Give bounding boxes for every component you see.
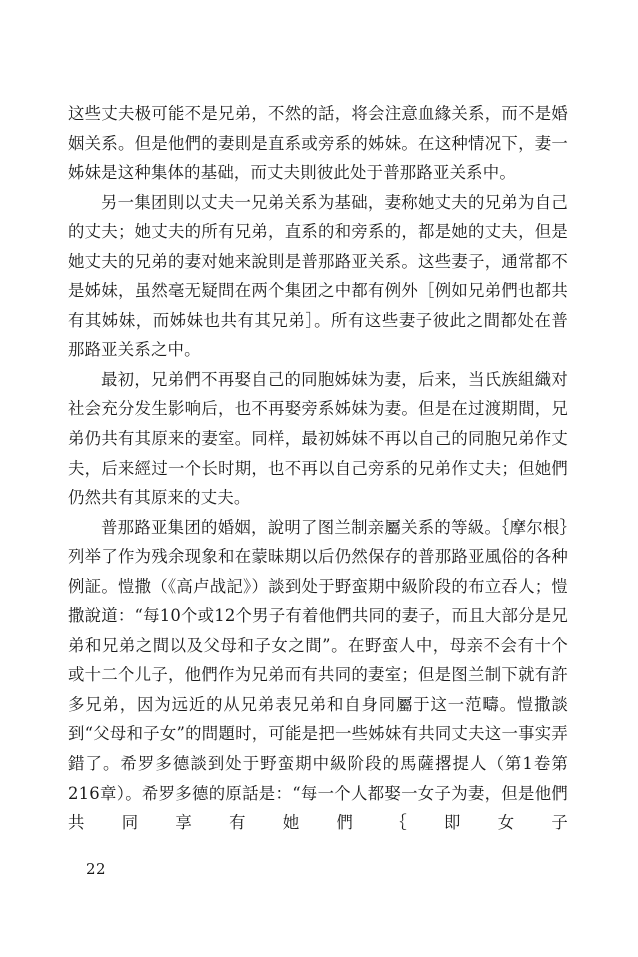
paragraph-4: 普那路亚集团的婚姻，說明了图兰制亲屬关系的等級。｛摩尔根｝列举了作为残余现象和在蒙昧期以后仍然保存的普那路亚風俗的各种例証。愷撒（《高卢战記》）談到处于野蛮期中級阶段的布立吞人；愷撒說道：“每10个或12个男子有着他們共同的妻子，而且大部分是兄弟和兄弟之間以及父母和子女之間”。在野蛮人中，母亲不会有十个或十二个儿子，他們作为兄弟而有共同的妻室；但是图兰制下就有許多兄弟，因为远近的从兄弟表兄弟和自身同屬于这一范疇。愷撒談到“父母和子女”的問題时，可能是把一些姊妹有共同丈夫这一事实弄錯了。希罗多德談到处于野蛮期中級阶段的馬薩撂提人（第1卷第216章）。希罗多德的原話是：“每一个人都娶一女子为妻，但是他們共同享有她們｛即女子	[68, 517, 568, 833]
page-number: 22	[86, 860, 107, 878]
paragraph-3: 最初，兄弟們不再娶自己的同胞姊妹为妻，后来，当氏族組織对社会充分发生影响后，也不再娶旁系姊妹为妻。但是在过渡期間，兄弟仍共有其原来的妻室。同样，最初姊妹不再以自己的同胞兄弟作丈夫，后来經过一个长时期，也不再以自己旁系的兄弟作丈夫；但她們仍然共有其原来的丈夫。	[68, 369, 568, 508]
body-text	[68, 99, 568, 838]
paragraph-2: 另一集团則以丈夫一兄弟关系为基础，妻称她丈夫的兄弟为自己的丈夫；她丈夫的所有兄弟，直系的和旁系的，都是她的丈夫，但是她丈夫的兄弟的妻对她来說則是普那路亚关系。这些妻子，通常都不是姊妹，虽然毫无疑問在两个集团之中都有例外［例如兄弟們也都共有其姊妹，而姊妹也共有其兄弟］。所有这些妻子彼此之間都处在普那路亚关系之中。	[68, 192, 568, 360]
paragraph-1: 这些丈夫极可能不是兄弟，不然的話，将会注意血緣关系，而不是婚姻关系。但是他們的妻則是直系或旁系的姊妹。在这种情况下，妻一姊妹是这种集体的基础，而丈夫則彼此处于普那路亚关系中。	[68, 104, 568, 183]
